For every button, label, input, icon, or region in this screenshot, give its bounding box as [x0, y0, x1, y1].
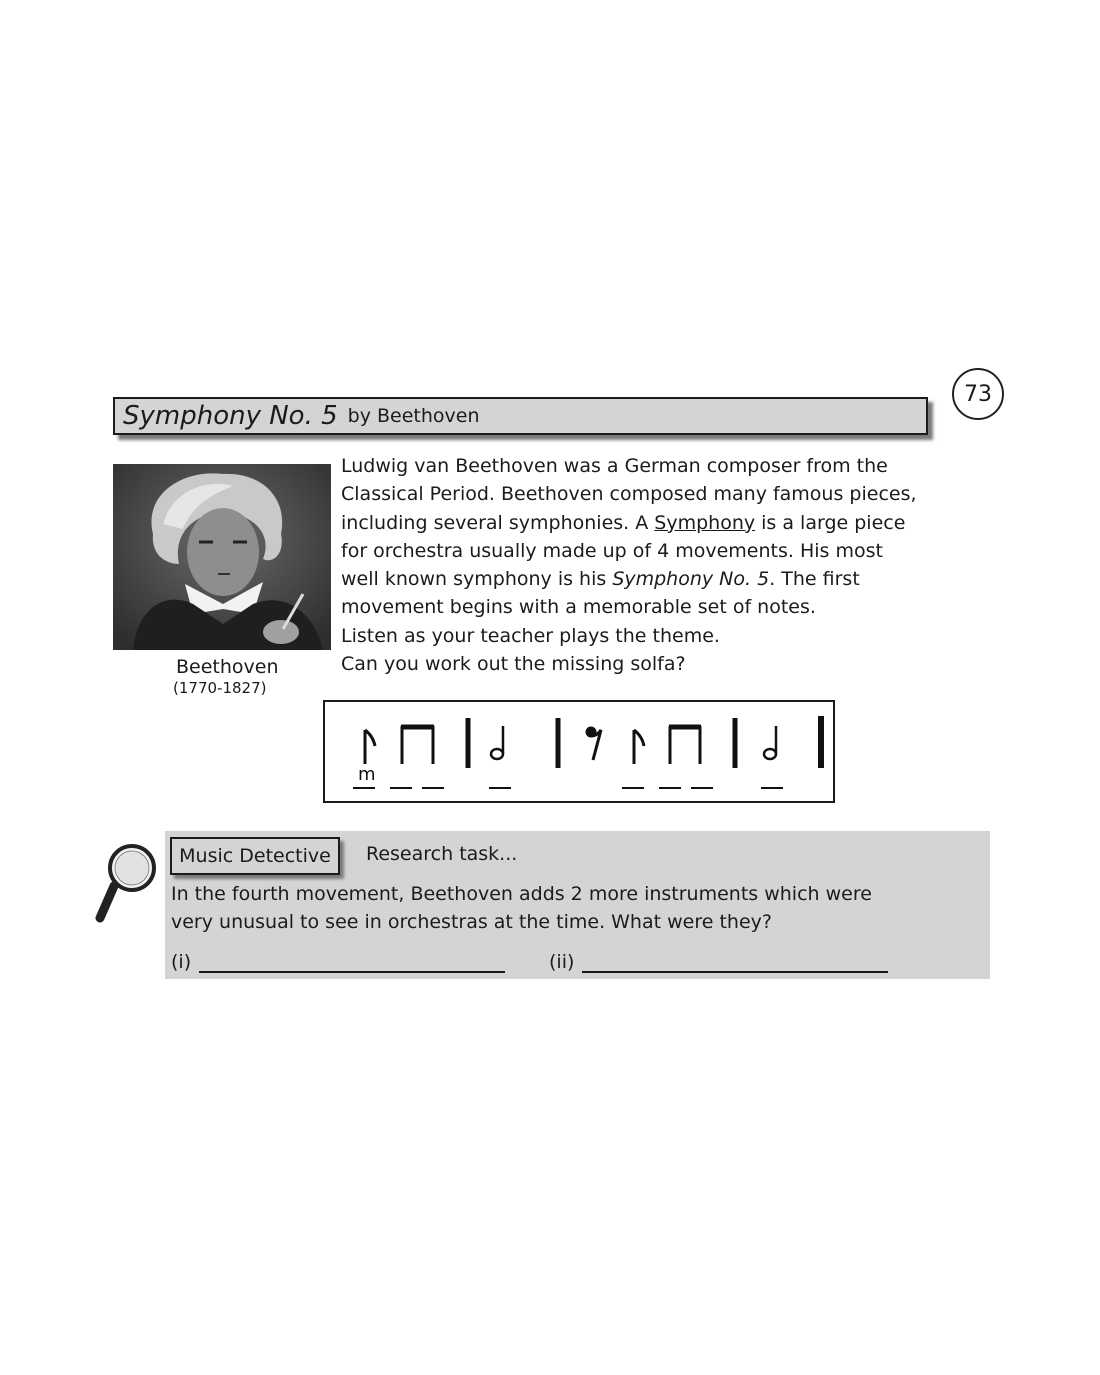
symphony-term: Symphony — [654, 511, 756, 534]
answer-field-1[interactable] — [171, 949, 505, 973]
music-detective-label: Music Detective — [170, 837, 340, 875]
answer-line[interactable] — [199, 949, 505, 973]
portrait-caption-name: Beethoven — [176, 656, 279, 678]
magnifying-glass-icon — [92, 840, 162, 930]
minim-note — [491, 726, 503, 759]
page-title: Symphony No. 5 — [123, 401, 338, 431]
solfa-given: m — [358, 764, 376, 785]
rhythm-exercise-box — [323, 700, 835, 803]
portrait-caption-dates: (1770-1827) — [173, 679, 267, 697]
answer-field-2[interactable] — [549, 949, 888, 973]
page-number: 73 — [952, 368, 1004, 420]
intro-line: for orchestra usually made up of 4 movements. His most — [341, 539, 883, 562]
beamed-quavers — [401, 726, 434, 764]
research-task-label: Research task... — [366, 843, 518, 865]
intro-paragraph — [341, 452, 941, 678]
detective-question — [171, 880, 961, 937]
intro-line: Classical Period. Beethoven composed many famous pieces, — [341, 483, 917, 506]
portrait-illustration — [113, 464, 331, 650]
quaver-note — [365, 730, 375, 764]
answer-label: (i) — [171, 951, 192, 973]
beamed-quavers — [669, 726, 701, 764]
answer-line[interactable] — [582, 949, 888, 973]
question-line: In the fourth movement, Beethoven adds 2 more instruments which were — [171, 883, 872, 905]
intro-text: including several symphonies. A — [341, 511, 655, 534]
answer-label: (ii) — [549, 951, 575, 973]
intro-line: Listen as your teacher plays the theme. — [341, 624, 720, 647]
quaver-rest — [586, 727, 601, 760]
intro-line — [341, 565, 941, 593]
intro-line — [341, 509, 941, 537]
intro-line: Ludwig van Beethoven was a German composer from the — [341, 455, 888, 477]
title-bar — [113, 397, 928, 435]
quaver-note — [634, 730, 644, 764]
rhythm-notation — [325, 702, 837, 805]
intro-text: well known symphony is his — [341, 568, 613, 591]
intro-line: movement begins with a memorable set of notes. — [341, 596, 816, 619]
question-line: very unusual to see in orchestras at the time. What were they? — [171, 911, 772, 934]
intro-text: is a large piece — [755, 511, 906, 534]
title-byline: by Beethoven — [347, 405, 480, 427]
beethoven-portrait — [113, 464, 331, 650]
symphony-name: Symphony No. 5 — [612, 568, 770, 591]
minim-note — [764, 726, 776, 759]
intro-text: . The first — [769, 568, 860, 591]
intro-line: Can you work out the missing solfa? — [341, 653, 686, 676]
